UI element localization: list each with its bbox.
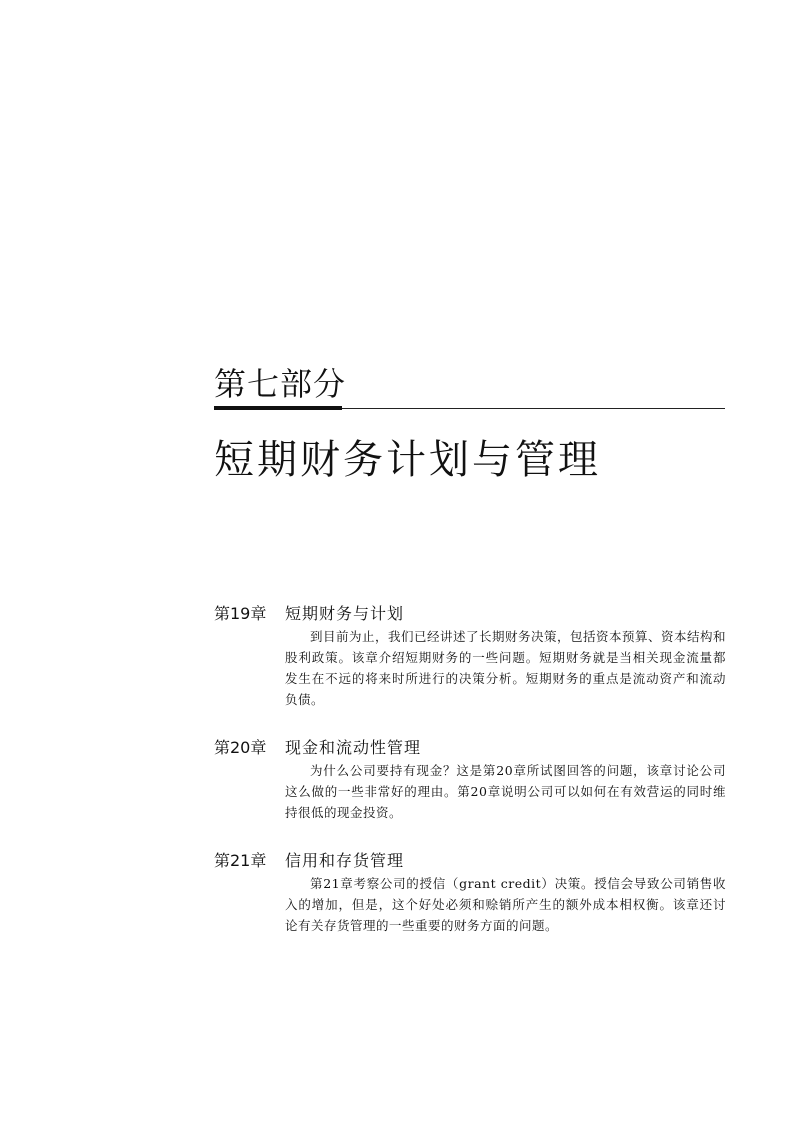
chapter-summary: 第21章考察公司的授信（grant credit）决策。授信会导致公司销售收入的增加，但是，这个好处必须和赊销所产生的额外成本相权衡。该章还讨论有关存货管理的一些重要的财务方面的问题。 (285, 876, 726, 933)
chapter-heading (214, 602, 726, 626)
chapter-heading (214, 849, 726, 873)
part-title: 短期财务计划与管理 (214, 437, 601, 483)
chapter-number: 第21章 (214, 851, 267, 870)
chapter-summary: 为什么公司要持有现金？这是第20章所试图回答的问题，该章讨论公司这么做的一些非常好的理由。第20章说明公司可以如何在有效营运的同时维持很低的现金投资。 (285, 763, 726, 820)
chapter-19 (214, 602, 726, 710)
chapter-title: 现金和流动性管理 (285, 738, 422, 757)
chapter-title: 信用和存货管理 (285, 851, 405, 870)
chapter-number: 第19章 (214, 604, 267, 623)
chapter-heading (214, 736, 726, 760)
chapter-title: 短期财务与计划 (285, 604, 405, 623)
header-rule-accent (214, 406, 342, 410)
chapter-21 (214, 849, 726, 936)
part-label: 第七部分 (214, 365, 347, 403)
chapter-number: 第20章 (214, 738, 267, 757)
chapter-summary: 到目前为止，我们已经讲述了长期财务决策，包括资本预算、资本结构和股利政策。该章介绍短期财务的一些问题。短期财务就是当相关现金流量都发生在不远的将来时所进行的决策分析。短期财务的重点是流动资产和流动负债。 (285, 629, 727, 707)
chapter-20 (214, 736, 726, 823)
